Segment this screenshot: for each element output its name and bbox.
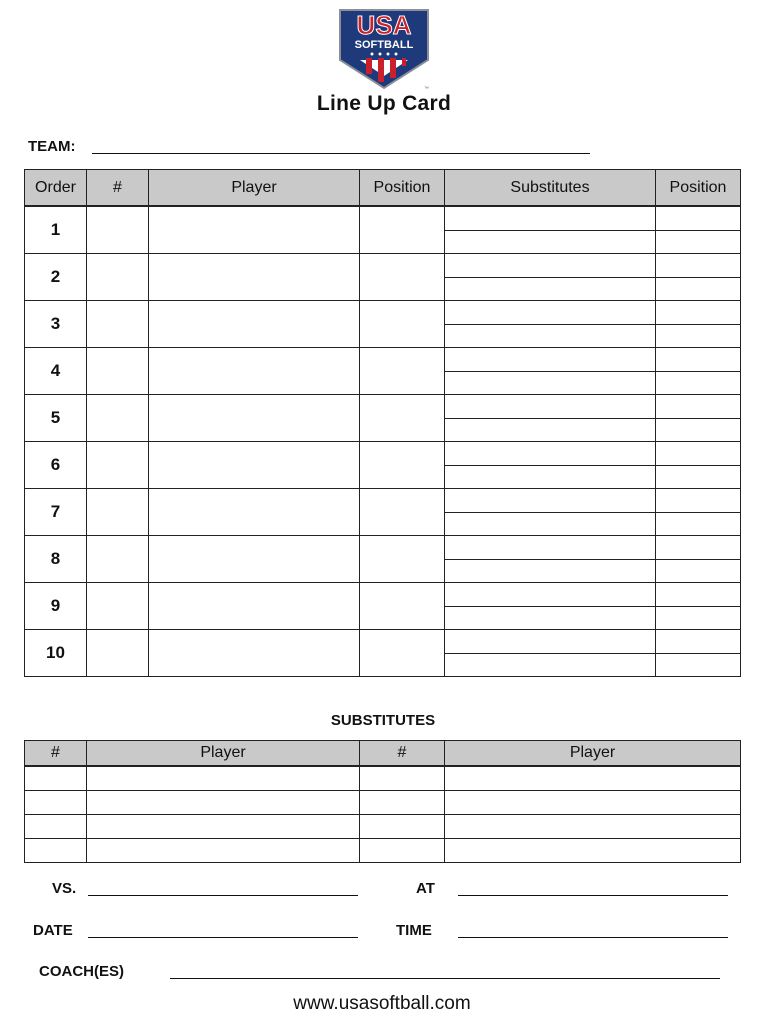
sub-number-cell[interactable] — [360, 791, 445, 815]
team-input-line[interactable] — [92, 153, 590, 154]
subs-header-player-2: Player — [445, 741, 741, 767]
subs-header-player-1: Player — [87, 741, 360, 767]
substitute-position-cell[interactable] — [656, 489, 741, 513]
substitute-position-cell[interactable] — [656, 277, 741, 301]
sub-player-cell[interactable] — [445, 815, 741, 839]
lineup-header-row — [25, 170, 741, 207]
position-cell[interactable] — [360, 254, 445, 301]
lineup-row — [25, 442, 741, 466]
substitute-cell[interactable] — [445, 512, 656, 536]
substitute-position-cell[interactable] — [656, 512, 741, 536]
lineup-row — [25, 348, 741, 372]
substitute-position-cell[interactable] — [656, 653, 741, 677]
sub-number-cell[interactable] — [25, 766, 87, 791]
lineup-row — [25, 583, 741, 607]
substitute-cell[interactable] — [445, 254, 656, 278]
substitute-position-cell[interactable] — [656, 465, 741, 489]
position-cell[interactable] — [360, 442, 445, 489]
lineup-row — [25, 395, 741, 419]
logo-trademark: ™ — [424, 86, 429, 92]
substitute-cell[interactable] — [445, 630, 656, 654]
lineup-row — [25, 489, 741, 513]
vs-label: VS. — [52, 880, 77, 897]
substitute-cell[interactable] — [445, 395, 656, 419]
lineup-table — [24, 169, 741, 677]
substitute-position-cell[interactable] — [656, 536, 741, 560]
logo-usa-text: USA — [356, 10, 412, 40]
sub-player-cell[interactable] — [445, 766, 741, 791]
time-label: TIME — [396, 922, 432, 939]
number-cell[interactable] — [87, 395, 149, 442]
substitute-cell[interactable] — [445, 559, 656, 583]
substitute-cell[interactable] — [445, 348, 656, 372]
order-cell: 2 — [25, 254, 87, 301]
subs-header-number-2: # — [360, 741, 445, 767]
sub-player-cell[interactable] — [87, 766, 360, 791]
order-cell: 7 — [25, 489, 87, 536]
sub-player-cell[interactable] — [445, 839, 741, 863]
substitute-position-cell[interactable] — [656, 254, 741, 278]
order-cell: 5 — [25, 395, 87, 442]
substitute-position-cell[interactable] — [656, 583, 741, 607]
player-cell[interactable] — [149, 254, 360, 301]
substitute-position-cell[interactable] — [656, 395, 741, 419]
sub-player-cell[interactable] — [87, 791, 360, 815]
order-cell: 1 — [25, 206, 87, 254]
substitute-position-cell[interactable] — [656, 630, 741, 654]
substitutes-title: SUBSTITUTES — [330, 712, 436, 729]
sub-number-cell[interactable] — [360, 766, 445, 791]
substitutes-row — [25, 791, 741, 815]
lineup-row — [25, 536, 741, 560]
player-cell[interactable] — [149, 536, 360, 583]
lineup-row — [25, 254, 741, 278]
substitute-position-cell[interactable] — [656, 206, 741, 230]
position-cell[interactable] — [360, 489, 445, 536]
substitute-position-cell[interactable] — [656, 371, 741, 395]
page-title: Line Up Card — [316, 92, 452, 115]
player-cell[interactable] — [149, 489, 360, 536]
date-label: DATE — [33, 922, 73, 939]
position-cell[interactable] — [360, 630, 445, 677]
substitute-position-cell[interactable] — [656, 230, 741, 254]
player-cell[interactable] — [149, 630, 360, 677]
substitute-position-cell[interactable] — [656, 324, 741, 348]
lineup-row — [25, 301, 741, 325]
substitute-position-cell[interactable] — [656, 442, 741, 466]
order-cell: 3 — [25, 301, 87, 348]
vs-input-line[interactable] — [88, 895, 358, 896]
header-order: Order — [25, 170, 87, 207]
substitute-cell[interactable] — [445, 230, 656, 254]
header-sub-position: Position — [656, 170, 741, 207]
substitute-cell[interactable] — [445, 418, 656, 442]
substitute-cell[interactable] — [445, 583, 656, 607]
position-cell[interactable] — [360, 348, 445, 395]
substitute-cell[interactable] — [445, 465, 656, 489]
player-cell[interactable] — [149, 442, 360, 489]
number-cell[interactable] — [87, 442, 149, 489]
player-cell[interactable] — [149, 395, 360, 442]
substitutes-row — [25, 766, 741, 791]
position-cell[interactable] — [360, 395, 445, 442]
substitutes-row — [25, 815, 741, 839]
number-cell[interactable] — [87, 536, 149, 583]
player-cell[interactable] — [149, 301, 360, 348]
substitute-position-cell[interactable] — [656, 301, 741, 325]
header-number: # — [87, 170, 149, 207]
position-cell[interactable] — [360, 206, 445, 254]
order-cell: 8 — [25, 536, 87, 583]
sub-number-cell[interactable] — [360, 839, 445, 863]
substitute-position-cell[interactable] — [656, 418, 741, 442]
number-cell[interactable] — [87, 348, 149, 395]
number-cell[interactable] — [87, 254, 149, 301]
sub-number-cell[interactable] — [25, 839, 87, 863]
order-cell: 6 — [25, 442, 87, 489]
at-input-line[interactable] — [458, 895, 728, 896]
substitute-cell[interactable] — [445, 536, 656, 560]
player-cell[interactable] — [149, 583, 360, 630]
sub-player-cell[interactable] — [87, 839, 360, 863]
substitute-cell[interactable] — [445, 277, 656, 301]
substitute-position-cell[interactable] — [656, 606, 741, 630]
substitute-position-cell[interactable] — [656, 559, 741, 583]
sub-number-cell[interactable] — [25, 815, 87, 839]
substitute-position-cell[interactable] — [656, 348, 741, 372]
substitutes-table — [24, 740, 741, 863]
subs-header-number-1: # — [25, 741, 87, 767]
coaches-label: COACH(ES) — [39, 963, 124, 980]
number-cell[interactable] — [87, 206, 149, 254]
substitute-cell[interactable] — [445, 442, 656, 466]
sub-player-cell[interactable] — [445, 791, 741, 815]
substitute-cell[interactable] — [445, 324, 656, 348]
substitutes-row — [25, 839, 741, 863]
usa-softball-logo — [336, 8, 432, 92]
sub-number-cell[interactable] — [25, 791, 87, 815]
substitute-cell[interactable] — [445, 606, 656, 630]
position-cell[interactable] — [360, 536, 445, 583]
order-cell: 4 — [25, 348, 87, 395]
coaches-input-line[interactable] — [170, 978, 720, 979]
substitute-cell[interactable] — [445, 653, 656, 677]
sub-number-cell[interactable] — [360, 815, 445, 839]
substitutes-header-row — [25, 741, 741, 767]
substitute-cell[interactable] — [445, 301, 656, 325]
number-cell[interactable] — [87, 630, 149, 677]
number-cell[interactable] — [87, 583, 149, 630]
number-cell[interactable] — [87, 301, 149, 348]
at-label: AT — [416, 880, 435, 897]
substitute-cell[interactable] — [445, 206, 656, 230]
sub-player-cell[interactable] — [87, 815, 360, 839]
team-label: TEAM: — [28, 138, 76, 155]
header-player: Player — [149, 170, 360, 207]
substitute-cell[interactable] — [445, 371, 656, 395]
order-cell: 9 — [25, 583, 87, 630]
position-cell[interactable] — [360, 301, 445, 348]
number-cell[interactable] — [87, 489, 149, 536]
header-substitutes: Substitutes — [445, 170, 656, 207]
header-position: Position — [360, 170, 445, 207]
website-url[interactable]: www.usasoftball.com — [293, 993, 471, 1014]
logo-softball-text: SOFTBALL — [354, 39, 414, 51]
player-cell[interactable] — [149, 206, 360, 254]
date-input-line[interactable] — [88, 937, 358, 938]
position-cell[interactable] — [360, 583, 445, 630]
order-cell: 10 — [25, 630, 87, 677]
time-input-line[interactable] — [458, 937, 728, 938]
player-cell[interactable] — [149, 348, 360, 395]
substitute-cell[interactable] — [445, 489, 656, 513]
lineup-row — [25, 630, 741, 654]
lineup-row — [25, 206, 741, 230]
